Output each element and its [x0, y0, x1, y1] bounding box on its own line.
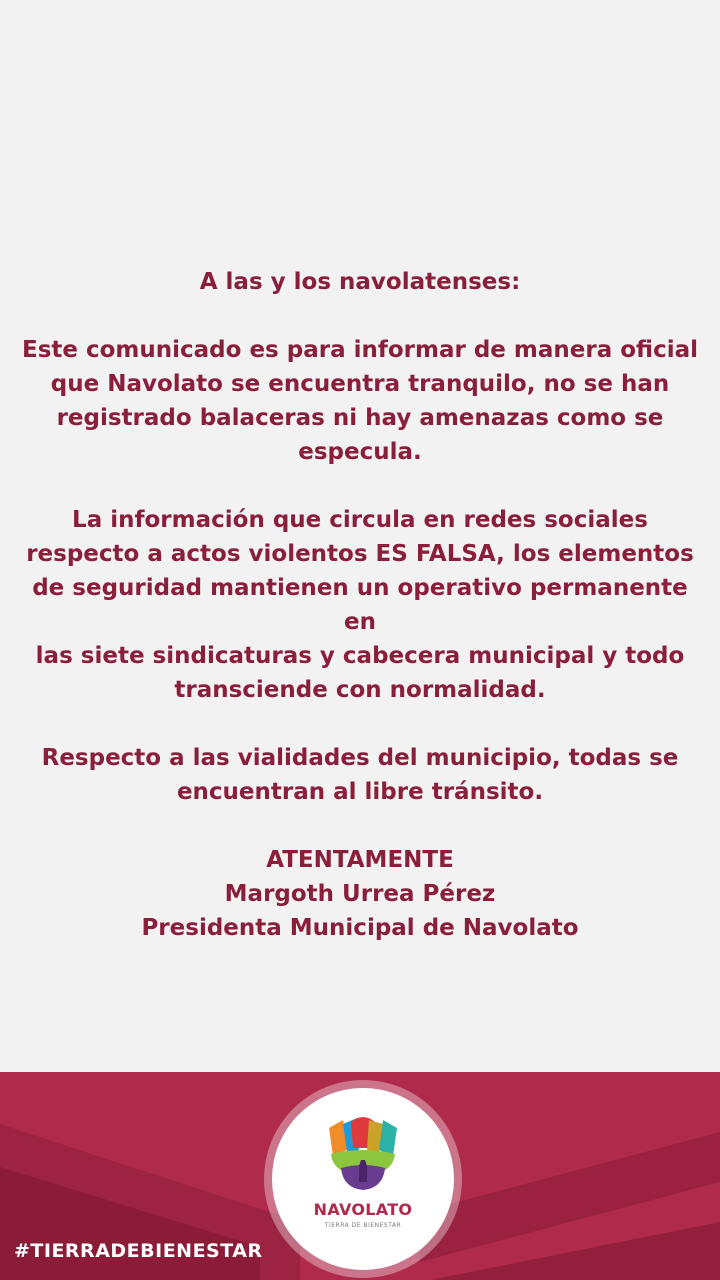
paragraph-official-notice — [0, 333, 720, 469]
text-line: registrado balaceras ni hay amenazas como se — [56, 405, 664, 431]
text-line: encuentran al libre tránsito. — [176, 779, 544, 805]
text-line: transciende con normalidad. — [174, 677, 546, 703]
signer-name: Margoth Urrea Pérez — [224, 881, 496, 907]
closing: ATENTAMENTE — [266, 847, 454, 873]
text-line: especula. — [298, 439, 422, 465]
paragraph-roads — [0, 741, 720, 809]
text-line: las siete sindicaturas y cabecera municipal y todo — [35, 643, 685, 669]
text-line: que Navolato se encuentra tranquilo, no se han — [50, 371, 670, 397]
greeting: A las y los navolatenses: — [199, 269, 521, 295]
footer-banner — [0, 1072, 720, 1280]
official-statement — [0, 265, 720, 979]
hashtag: #TIERRADEBIENESTAR — [14, 1240, 263, 1262]
signer-title: Presidenta Municipal de Navolato — [141, 915, 579, 941]
logo-tagline: TIERRA DE BIENESTAR — [324, 1222, 402, 1229]
text-line: de seguridad mantienen un operativo permanente en — [32, 575, 688, 635]
logo-name: NAVOLATO — [313, 1200, 413, 1219]
navolato-logo — [272, 1088, 454, 1270]
signature-block — [0, 843, 720, 945]
text-line: La información que circula en redes sociales — [72, 507, 648, 533]
text-line: Respecto a las vialidades del municipio, todas se — [41, 745, 679, 771]
paragraph-false-information — [0, 503, 720, 707]
text-line: respecto a actos violentos ES FALSA, los elementos — [26, 541, 694, 567]
flower-logo-icon — [323, 1116, 403, 1198]
text-line: Este comunicado es para informar de manera oficial — [21, 337, 699, 363]
